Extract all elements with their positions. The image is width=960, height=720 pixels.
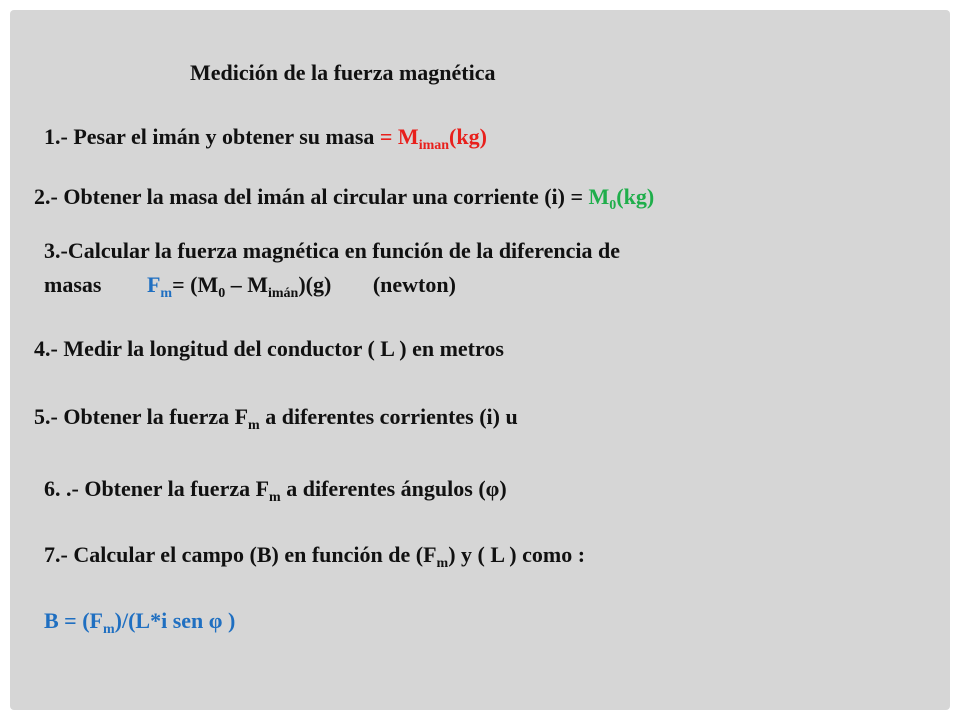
step-2-formula-symbol: M — [588, 184, 610, 209]
step-3-fm-subscript: m — [160, 286, 173, 301]
step-1 — [44, 124, 487, 153]
step-3-fm-symbol: F — [146, 272, 161, 297]
title-text: Medición de la fuerza magnética — [190, 60, 496, 85]
step-1-text: 1.- Pesar el imán y obtener su masa — [44, 124, 380, 149]
step-6-text-b: a diferentes ángulos (φ) — [280, 476, 507, 501]
step-3-unit: (newton) — [372, 272, 456, 297]
formula-b-text-b: )/(L*i sen φ ) — [114, 608, 236, 633]
formula-b-text-a: B = (F — [44, 608, 103, 633]
step-2-text: 2.- Obtener la masa del imán al circular una corriente (i) = — [34, 184, 589, 209]
step-5-text-a: 5.- Obtener la fuerza F — [34, 404, 249, 429]
step-6-subscript: m — [269, 490, 281, 505]
formula-b-subscript: m — [102, 622, 115, 637]
step-6-text-a: 6. .- Obtener la fuerza F — [44, 476, 270, 501]
step-7-text-a: 7.- Calcular el campo (B) en función de (F — [44, 542, 437, 567]
step-1-formula-symbol: = M — [379, 124, 419, 149]
step-3-eq-sub-iman: imán — [267, 286, 299, 301]
step-3-text: 3.-Calcular la fuerza magnética en función de la diferencia de — [44, 238, 621, 263]
step-3-line-2 — [44, 272, 456, 301]
step-4 — [34, 336, 504, 362]
slide — [10, 10, 950, 710]
step-3-fm — [146, 272, 173, 301]
step-1-formula-unit: (kg) — [449, 124, 487, 149]
step-3-eq-sub0: 0 — [218, 286, 226, 301]
formula-b — [44, 608, 236, 637]
step-3-word: masas — [44, 272, 102, 297]
step-2 — [34, 184, 655, 213]
step-1-formula — [379, 124, 487, 153]
step-3-line-1 — [44, 238, 620, 264]
step-7 — [44, 542, 586, 571]
step-3-eq-b: – M — [225, 272, 268, 297]
step-2-formula-unit: (kg) — [616, 184, 655, 209]
step-3-eq-c: )(g) — [298, 272, 332, 297]
step-1-formula-subscript: iman — [418, 138, 450, 153]
slide-title — [190, 60, 496, 86]
step-5-subscript: m — [248, 418, 260, 433]
step-4-text: 4.- Medir la longitud del conductor ( L ) en metros — [34, 336, 504, 361]
step-7-text-b: ) y ( L ) como : — [448, 542, 586, 567]
step-5 — [34, 404, 518, 433]
step-6 — [44, 476, 507, 505]
step-2-formula — [588, 184, 655, 213]
step-3-eq-a: = (M — [172, 272, 219, 297]
step-5-text-b: a diferentes corrientes (i) u — [259, 404, 518, 429]
step-2-formula-subscript: 0 — [609, 198, 617, 213]
step-7-subscript: m — [436, 556, 449, 571]
